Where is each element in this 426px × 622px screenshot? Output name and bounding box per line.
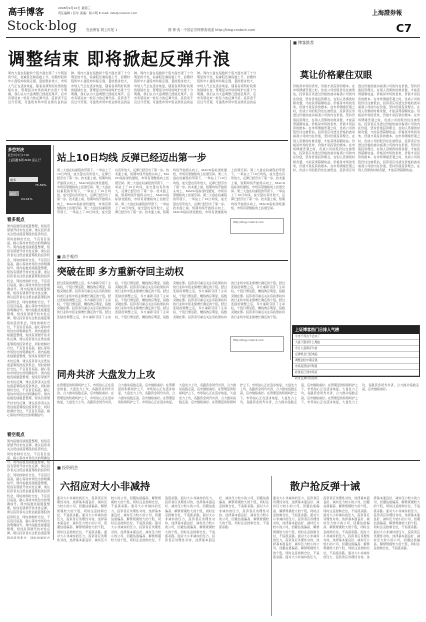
right-divider — [290, 40, 291, 360]
sidebar-divider — [53, 145, 54, 540]
bottom-section: ■ 投资机会 — [57, 465, 79, 470]
bull-value: 75.59% — [35, 183, 47, 187]
article4-headline: 同舟共济 大盘发力上攻 — [57, 370, 156, 381]
bottom-left-headline: 六招应对大小非减持 — [60, 482, 150, 493]
masthead-logo-en: Stock·blog — [7, 19, 77, 34]
blog-url-box[interactable] — [230, 218, 284, 234]
bear-section-title: 看空观点 — [7, 433, 25, 438]
hot-list-row[interactable]: 牛市不死也不会来了 — [293, 334, 419, 340]
right-headline: 莫让价格蒙住双眼 — [300, 71, 373, 81]
hot-list-title: 上证博客热门日排人气榜 — [293, 326, 419, 334]
poll-chart — [9, 175, 48, 211]
article3-section: ■ 高手观市 — [57, 254, 79, 259]
article3-headline: 突破在即 多方重新夺回主动权 — [57, 267, 184, 278]
masthead-slogan: 发表博客 网上时报 1 — [86, 28, 118, 32]
article4-body: 在管理层的积极呵护之下，市场信心正在逐步恢复，大盘发力上攻，各路资金同舟共济，合力推动指数走高，后市继续看好。在管理层的积极呵护之下，市场信心正在逐步恢复，大盘发力上攻，各路资金同舟共济，合力推动指数走高，后市继续看好。在管理层的积极呵护之下，市场信心正在逐步恢复，大盘发力上攻，各路资金同舟共济，合力推动指数走高，后市继续看好。在管理层的积极呵护之下，市场信心正在逐步恢复，大盘发力上攻，各路资金同舟共济，合力推动指数走高，后市继续看好。在管理层的积极呵护之下，市场信心正在逐步恢复，大盘发力上攻，各路资金同舟共济，合力推动指数走高，后市继续看好。在管理层的积极呵护之下，市场信心正在逐步恢复，大盘发力上攻，各路资金同舟共济，合力推动指数走高，后市继续看好。在管理层的积极呵护之下，市场信心正在逐步恢复，大盘发力上攻，各路资金同舟共济，合力推动指数走高，后市继续看好。在管理层的积极呵护之下，市场信心正在逐步恢复，大盘发力上攻，各路资金同舟共济，合力推动指数走高，后市继续看好。在管理层的积极呵护之下，市场信心正在逐步恢复，大盘发力上攻，各路资金同舟共济，合力推动指数走高，后市继续看好。 — [57, 383, 419, 404]
right-body: 价格是市场的表象，价值才是投资的根本。在市场情绪悲观之时，优质公司的股价往往被低估，投资者应该透过价格的波动看清公司的内在价值，坚持价值投资理念，在别人恐惧的时候贪婪，才能获得超额收益。价格是市场的表象，价值才是投资的根本。在市场情绪悲观之时，优质公司的股价往往被低估，投资者应该透过价格的波动看清公司的内在价值，坚持价值投资理念，在别人恐惧的时候贪婪，才能获得超额收益。价格是市场的表象，价值才是投资的根本。在市场情绪悲观之时，优质公司的股价往往被低估，投资者应该透过价格的波动看清公司的内在价值，坚持价值投资理念，在别人恐惧的时候贪婪，才能获得超额收益。价格是市场的表象，价值才是投资的根本。在市场情绪悲观之时，优质公司的股价往往被低估，投资者应该透过价格的波动看清公司的内在价值，坚持价值投资理念，在别人恐惧的时候贪婪，才能获得超额收益。价格是市场的表象，价值才是投资的根本。在市场情绪悲观之时，优质公司的股价往往被低估，投资者应该透过价格的波动看清公司的内在价值，坚持价值投资理念，在别人恐惧的时候贪婪，才能获得超额收益。价格是市场的表象，价值才是投资的根本。在市场情绪悲观之时，优质公司的股价往往被低估，投资者应该透过价格的波动看清公司的内在价值，坚持价值投资理念，在别人恐惧的时候贪婪，才能获得超额收益。价格是市场的表象，价值才是投资的根本。在市场情绪悲观之时，优质公司的股价往往被低估，投资者应该透过价格的波动看清公司的内在价值，坚持价值投资理念，在别人恐惧的时候贪婪，才能获得超额收益。价格是市场的表象，价值才是投资的根本。在市场情绪悲观之时，优质公司的股价往往被低估，投资者应该透过价格的波动看清公司的内在价值，坚持价值投资理念，在别人恐惧的时候贪婪，才能获得超额收益。价格是市场的表象，价值才是投资的根本。在市场情绪悲观之时，优质公司的股价往往被低估，投资者应该透过价格的波动看清公司的内在价值，坚持价值投资理念，在别人恐惧的时候贪婪，才能获得超额收益。 — [293, 84, 420, 173]
article2-body: 周二大盘在权重股的带领下，一举站上了10日均线，成交量也有所放大，反弹已经迈出了第一步。技术面上看，短期均线开始拐头向上，MACD指标绿柱缩短，市场有望继续向上拓展空间。周二大盘在权重股的带领下，一举站上了10日均线，成交量也有所放大，反弹已经迈出了第一步。技术面上看，短期均线开始拐头向上，MACD指标绿柱缩短，市场有望继续向上拓展空间。周二大盘在权重股的带领下，一举站上了10日均线，成交量也有所放大，反弹已经迈出了第一步。技术面上看，短期均线开始拐头向上，MACD指标绿柱缩短，市场有望继续向上拓展空间。周二大盘在权重股的带领下，一举站上了10日均线，成交量也有所放大，反弹已经迈出了第一步。技术面上看，短期均线开始拐头向上，MACD指标绿柱缩短，市场有望继续向上拓展空间。周二大盘在权重股的带领下，一举站上了10日均线，成交量也有所放大，反弹已经迈出了第一步。技术面上看，短期均线开始拐头向上，MACD指标绿柱缩短，市场有望继续向上拓展空间。周二大盘在权重股的带领下，一举站上了10日均线，成交量也有所放大，反弹已经迈出了第一步。技术面上看，短期均线开始拐头向上，MACD指标绿柱缩短，市场有望继续向上拓展空间。周二大盘在权重股的带领下，一举站上了10日均线，成交量也有所放大，反弹已经迈出了第一步。技术面上看，短期均线开始拐头向上，MACD指标绿柱缩短，市场有望继续向上拓展空间。周二大盘在权重股的带领下，一举站上了10日均线，成交量也有所放大，反弹已经迈出了第一步。技术面上看，短期均线开始拐头向上，MACD指标绿柱缩短，市场有望继续向上拓展空间。周二大盘在权重股的带领下，一举站上了10日均线，成交量也有所放大，反弹已经迈出了第一步。技术面上看，短期均线开始拐头向上，MACD指标绿柱缩短，市场有望继续向上拓展空间。 — [57, 168, 285, 215]
masthead-date: 2008年9月10日 星期三 — [58, 6, 91, 10]
main-headline: 调整结束 即将掀起反弹升浪 — [8, 50, 231, 70]
hot-list-row[interactable]: 反弹机会已经来临 — [293, 352, 419, 358]
hot-list-row[interactable]: 政策底已现市场底 — [293, 370, 419, 376]
main-intro: 周内大盘在指数和个股方面出现了十分明显的分化，权重股压制指数上升，而题材股和中小盘股却持续走强，量能稳步放大，市场人气正在逐步恢复，随着各项利好政策的陆续出台，管理层对市场的呵护态度十分明确，我们认为大盘调整已经接近尾声，后市有望迎来一轮有力的反弹升浪。投资者不宜过分悲观，可逢低布局中报业绩优良的品种。周内大盘在指数和个股方面出现了十分明显的分化，权重股压制指数上升，而题材股和中小盘股却持续走强，量能稳步放大，市场人气正在逐步恢复，随着各项利好政策的陆续出台，管理层对市场的呵护态度十分明确，我们认为大盘调整已经接近尾声，后市有望迎来一轮有力的反弹升浪。投资者不宜过分悲观，可逢低布局中报业绩优良的品种。周内大盘在指数和个股方面出现了十分明显的分化，权重股压制指数上升，而题材股和中小盘股却持续走强，量能稳步放大，市场人气正在逐步恢复，随着各项利好政策的陆续出台，管理层对市场的呵护态度十分明确，我们认为大盘调整已经接近尾声，后市有望迎来一轮有力的反弹升浪。投资者不宜过分悲观，可逢低布局中报业绩优良的品种。周内大盘在指数和个股方面出现了十分明显的分化，权重股压制指数上升，而题材股和中小盘股却持续走强，量能稳步放大，市场人气正在逐步恢复，随着各项利好政策的陆续出台，管理层对市场的呵护态度十分明确，我们认为大盘调整已经接近尾声，后市有望迎来一轮有力的反弹升浪。投资者不宜过分悲观，可逢低布局中报业绩优良的品 — [8, 71, 256, 105]
bear-section-body: 周内指数连续缩量整理，短线有望展开技术性反弹，建议投资者关注低估值蓝筹股的投资机会，同时控制好仓位，不宜盲目追高，耐心等待市场给出的明确信号。周内指数连续缩量整理，短线有望展开技术性反弹，建议投资者关注低估值蓝筹股的投资机会，同时控制好仓位，不宜盲目追高，耐心等待市场给出的明确信号。周内指数连续缩量整理，短线有望展开技术性反弹，建议投资者关注低估值蓝筹股的投资机会，同时控制好仓位，不宜盲目追高，耐心等待市场给出的明确信号。周内指数连续缩量整理，短线有望展开技术性反弹，建议投资者关注低估值蓝筹股的投资机会，同时控制好仓位，不宜盲目追高，耐心等待市场给出的明确信号。周内指数连续缩量整理，短线有望展开技术性反弹，建议投资者关注低估值蓝筹股的投资机会，同时控制好仓 — [7, 439, 50, 539]
masthead-rule — [6, 37, 420, 38]
bottom-divider — [271, 476, 272, 616]
bottom-right-headline: 散户抢反弹十诫 — [290, 482, 360, 493]
main-rule — [6, 140, 288, 141]
blog-url[interactable]: http://blog.cnstock.com — [233, 221, 264, 224]
masthead-editor: 责任编辑 / 张华 美编：杨小明 E-mail: zxb@cnstock.com — [58, 11, 138, 15]
bull-section-body: 周内指数连续缩量整理，短线有望展开技术性反弹，建议投资者关注低估值蓝筹股的投资机会，同时控制好仓位，不宜盲目追高，耐心等待市场给出的明确信号。周内指数连续缩量整理，短线有望展开技术性反弹，建议投资者关注低估值蓝筹股的投资机会，同时控制好仓位，不宜盲目追高，耐心等待市场给出的明确信号。周内指数连续缩量整理，短线有望展开技术性反弹，建议投资者关注低估值蓝筹股的投资机会，同时控制好仓位，不宜盲目追高，耐心等待市场给出的明确信号。周内指数连续缩量整理，短线有望展开技术性反弹，建议投资者关注低估值蓝筹股的投资机会，同时控制好仓位，不宜盲目追高，耐心等待市场给出的明确信号。周内指数连续缩量整理，短线有望展开技术性反弹，建议投资者关注低估值蓝筹股的投资机会，同时控制好仓位，不宜盲目追高，耐心等待市场给出的明确信号。周内指数连续缩量整理，短线有望展开技术性反弹，建议投资者关注低估值蓝筹股的投资机会，同时控制好仓位，不宜盲目追高，耐心等待市场给出的明确信号。周内指数连续缩量整理，短线有望展开技术性反弹，建议投资者关注低估值蓝筹股的投资机会，同时控制好仓位，不宜盲目追高，耐心等待市场给出的明确信号。周内指数连续缩量整理，短线有望展开技术性反弹，建议投资者关注低估值蓝筹股的投资机会，同时控制好仓位，不宜盲目追高，耐心等待市场给出的明确信号。周内指数连续缩量整理，短线有望展开技术性反弹，建议投资者关注低估值蓝筹股的投资机会，同时控制好仓位，不宜盲目追高，耐心等待市场给出的明确信号。 — [7, 224, 50, 418]
article3-blog-box[interactable] — [230, 336, 284, 352]
poll-title: 多空对决 — [8, 147, 24, 152]
hot-list-row[interactable]: 技术反弹仍将延续 — [295, 376, 318, 380]
article3-rule — [57, 260, 288, 261]
bear-label: 看空 — [10, 191, 17, 196]
bottom-right-body: 面对大小非减持的压力，投资者应该理性对待，选择基本面良好、减持压力较小的公司，回避估值偏高、解禁规模较大的个股，同时注意控制仓位，不追涨杀跌。面对大小非减持的压力，投资者应该理性对待，选择基本面良好、减持压力较小的公司，回避估值偏高、解禁规模较大的个股，同时注意控制仓位，不追涨杀跌。面对大小非减持的压力，投资者应该理性对待，选择基本面良好、减持压力较小的公司，回避估值偏高、解禁规模较大的个股，同时注意控制仓位，不追涨杀跌。面对大小非减持的压力，投资者应该理性对待，选择基本面良好、减持压力较小的公司，回避估值偏高、解禁规模较大的个股，同时注意控制仓位，不追涨杀跌。面对大小非减持的压力，投资者应该理性对待，选择基本面良好、减持压力较小的公司，回避估值偏高、解禁规模较大的个股，同时注意控制仓位，不追涨杀跌。面对大小非减持的压力，投资者应该理性对待，选择基本面良好、减持压力较小的公司，回避估值偏高、解禁规模较大的个股，同时注意控制仓位，不追涨杀跌。面对大小非减持的压力，投资者应该理性对待，选择基本面良好、减持压力较小的公司，回避估值偏高、解禁规模较大的个股，同时注意控制仓位，不追涨杀跌。面对大小非减持的压力，投资者应该理性对待，选择基本面良好、减持压力较小的公司，回避估值偏高、解禁规模较大的个股，同时注意控制仓位，不追涨杀跌。面对大小非减持的压力，投资者应该理性对待，选择基本面良好、减持压力较小的公司，回避估值偏高、解禁规模较大的个股，同时注意控制仓位，不追涨杀跌。 — [273, 496, 420, 559]
article4-rule — [6, 460, 420, 461]
poll-panel — [6, 145, 51, 214]
right-section: ■ 博客推荐 — [293, 40, 315, 45]
bull-section-title: 看多观点 — [7, 218, 25, 223]
bear-value: 24.41% — [21, 197, 33, 201]
masthead-banner: 圆·博·客 · 中国证券网博客频道 http://blog.cnstock.com — [168, 28, 256, 32]
hot-list-row[interactable]: 调整到位中期走强 — [293, 358, 419, 364]
poll-question: 上证指数本周 2100 点以上？ — [8, 159, 43, 162]
poll-subtitle: 截至9月9日17:00 — [8, 154, 30, 157]
hot-list-row[interactable]: 今日大盘简评分析 — [293, 346, 419, 352]
page-number: C7 — [396, 22, 412, 35]
bull-label: 看多 — [10, 177, 17, 182]
hot-list-row[interactable]: 市场底部信号明显 — [293, 364, 419, 370]
article3-blog-url[interactable]: http://blog.cnstock.com — [233, 339, 264, 342]
bottom-left-body: 面对大小非减持的压力，投资者应该理性对待，选择基本面良好、减持压力较小的公司，回避估值偏高、解禁规模较大的个股，同时注意控制仓位，不追涨杀跌。面对大小非减持的压力，投资者应该理性对待，选择基本面良好、减持压力较小的公司，回避估值偏高、解禁规模较大的个股，同时注意控制仓位，不追涨杀跌。面对大小非减持的压力，投资者应该理性对待，选择基本面良好、减持压力较小的公司，回避估值偏高、解禁规模较大的个股，同时注意控制仓位，不追涨杀跌。面对大小非减持的压力，投资者应该理性对待，选择基本面良好、减持压力较小的公司，回避估值偏高、解禁规模较大的个股，同时注意控制仓位，不追涨杀跌。面对大小非减持的压力，投资者应该理性对待，选择基本面良好、减持压力较小的公司，回避估值偏高、解禁规模较大的个股，同时注意控制仓位，不追涨杀跌。面对大小非减持的压力，投资者应该理性对待，选择基本面良好、减持压力较小的公司，回避估值偏高、解禁规模较大的个股，同时注意控制仓位，不追涨杀跌。面对大小非减持的压力，投资者应该理性对待，选择基本面良好、减持压力较小的公司，回避估值偏高、解禁规模较大的个股，同时注意控制仓位，不追涨杀跌。面对大小非减持的压力，投资者应该理性对待，选择基本面良好、减持压力较小的公司，回避估值偏高、解禁规模较大的个股，同时注意控制仓位，不追涨杀跌。面对大小非减持的压力，投资者应该理性对待，选择基本面良好、减持压力较小的公司，回避估值偏高、解禁规模较大的个股，同时注意控制仓位，不追涨杀跌。 — [57, 496, 269, 543]
hot-list — [292, 325, 420, 380]
hot-list-row[interactable]: 大盘下跌是什么理由 — [293, 340, 419, 346]
article2-headline: 站上10日均线 反弹已经迈出第一步 — [57, 153, 207, 164]
article3-body: 经过连续的调整之后，多方重新夺回了主动权，个股行情活跃，赚钱效应明显，指数突破在即。投资者可重点关注有政策扶持的行业和中报业绩增长确定的个股。经过连续的调整之后，多方重新夺回了主动权，个股行情活跃，赚钱效应明显，指数突破在即。投资者可重点关注有政策扶持的行业和中报业绩增长确定的个股。经过连续的调整之后，多方重新夺回了主动权，个股行情活跃，赚钱效应明显，指数突破在即。投资者可重点关注有政策扶持的行业和中报业绩增长确定的个股。经过连续的调整之后，多方重新夺回了主动权，个股行情活跃，赚钱效应明显，指数突破在即。投资者可重点关注有政策扶持的行业和中报业绩增长确定的个股。经过连续的调整之后，多方重新夺回了主动权，个股行情活跃，赚钱效应明显，指数突破在即。投资者可重点关注有政策扶持的行业和中报业绩增长确定的个股。经过连续的调整之后，多方重新夺回了主动权，个股行情活跃，赚钱效应明显，指数突破在即。投资者可重点关注有政策扶持的行业和中报业绩增长确定的个股。经过连续的调整之后，多方重新夺回了主动权，个股行情活跃，赚钱效应明显，指数突破在即。投资者可重点关注有政策扶持的行业和中报业绩增长确定的个股。经过连续的调整之后，多方重新夺回了主动权，个股行情活跃，赚钱效应明显，指数突破在即。投资者可重点关注有政策扶持的行业和中报业绩增长确定的个股。经过连续的调整之后，多方重新夺回了主动权，个股行情活跃，赚钱效应明显，指数突破在即。投资者可重点关注有政策扶持的行业和中报业绩增长确定的个股。 — [57, 281, 285, 319]
masthead-paper-name: 上海證券報 — [372, 10, 403, 17]
masthead-logo-cn: 高手博客 — [8, 8, 45, 18]
